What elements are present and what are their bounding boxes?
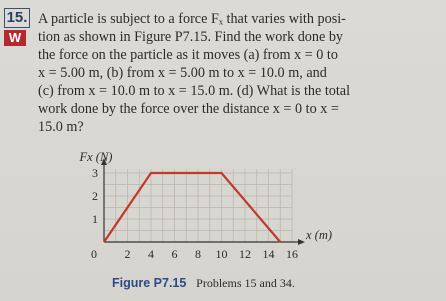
problem-line: work done by the force over the distance x = 0 to x = xyxy=(38,101,339,117)
y-tick-label: 1 xyxy=(92,212,98,226)
x-tick-label: 8 xyxy=(195,247,201,261)
problem-line: (c) from x = 10.0 m to x = 15.0 m. (d) What is the total xyxy=(38,83,351,99)
problem-line: 15.0 m? xyxy=(38,119,84,135)
figure-caption-text: Problems 15 and 34. xyxy=(196,276,295,290)
problem-line: the force on the particle as it moves (a) from x = 0 to xyxy=(38,47,338,63)
web-assign-badge: W xyxy=(4,30,26,46)
x-tick-label: 12 xyxy=(239,247,251,261)
problem-line: x = 5.00 m, (b) from x = 5.00 m to x = 10.0 m, and xyxy=(38,65,327,81)
figure-caption xyxy=(112,276,295,291)
force-position-graph xyxy=(60,148,360,268)
x-tick-label: 10 xyxy=(215,247,228,261)
x-tick-label: 2 xyxy=(124,247,131,261)
x-axis-arrow-icon xyxy=(298,239,305,245)
graph-grid xyxy=(104,169,292,242)
y-tick-label: 3 xyxy=(92,166,98,180)
x-tick-label: 0 xyxy=(91,247,97,261)
problem-number: 15. xyxy=(4,8,30,28)
figure-caption-label: Figure P7.15 xyxy=(112,276,187,290)
y-tick-label: 2 xyxy=(92,189,98,203)
x-tick-label: 14 xyxy=(262,247,275,261)
problem-line: A particle is subject to a force Fₓ that varies with posi- xyxy=(38,11,346,27)
x-axis-label: x (m) xyxy=(306,228,333,242)
x-tick-label: 4 xyxy=(148,247,154,261)
y-axis-label: Fx (N) xyxy=(79,150,113,164)
problem-line: tion as shown in Figure P7.15. Find the work done by xyxy=(38,29,344,45)
graph-labels xyxy=(79,150,333,261)
x-tick-label: 16 xyxy=(286,247,298,261)
problem-statement xyxy=(38,10,438,136)
x-tick-label: 6 xyxy=(171,247,178,261)
